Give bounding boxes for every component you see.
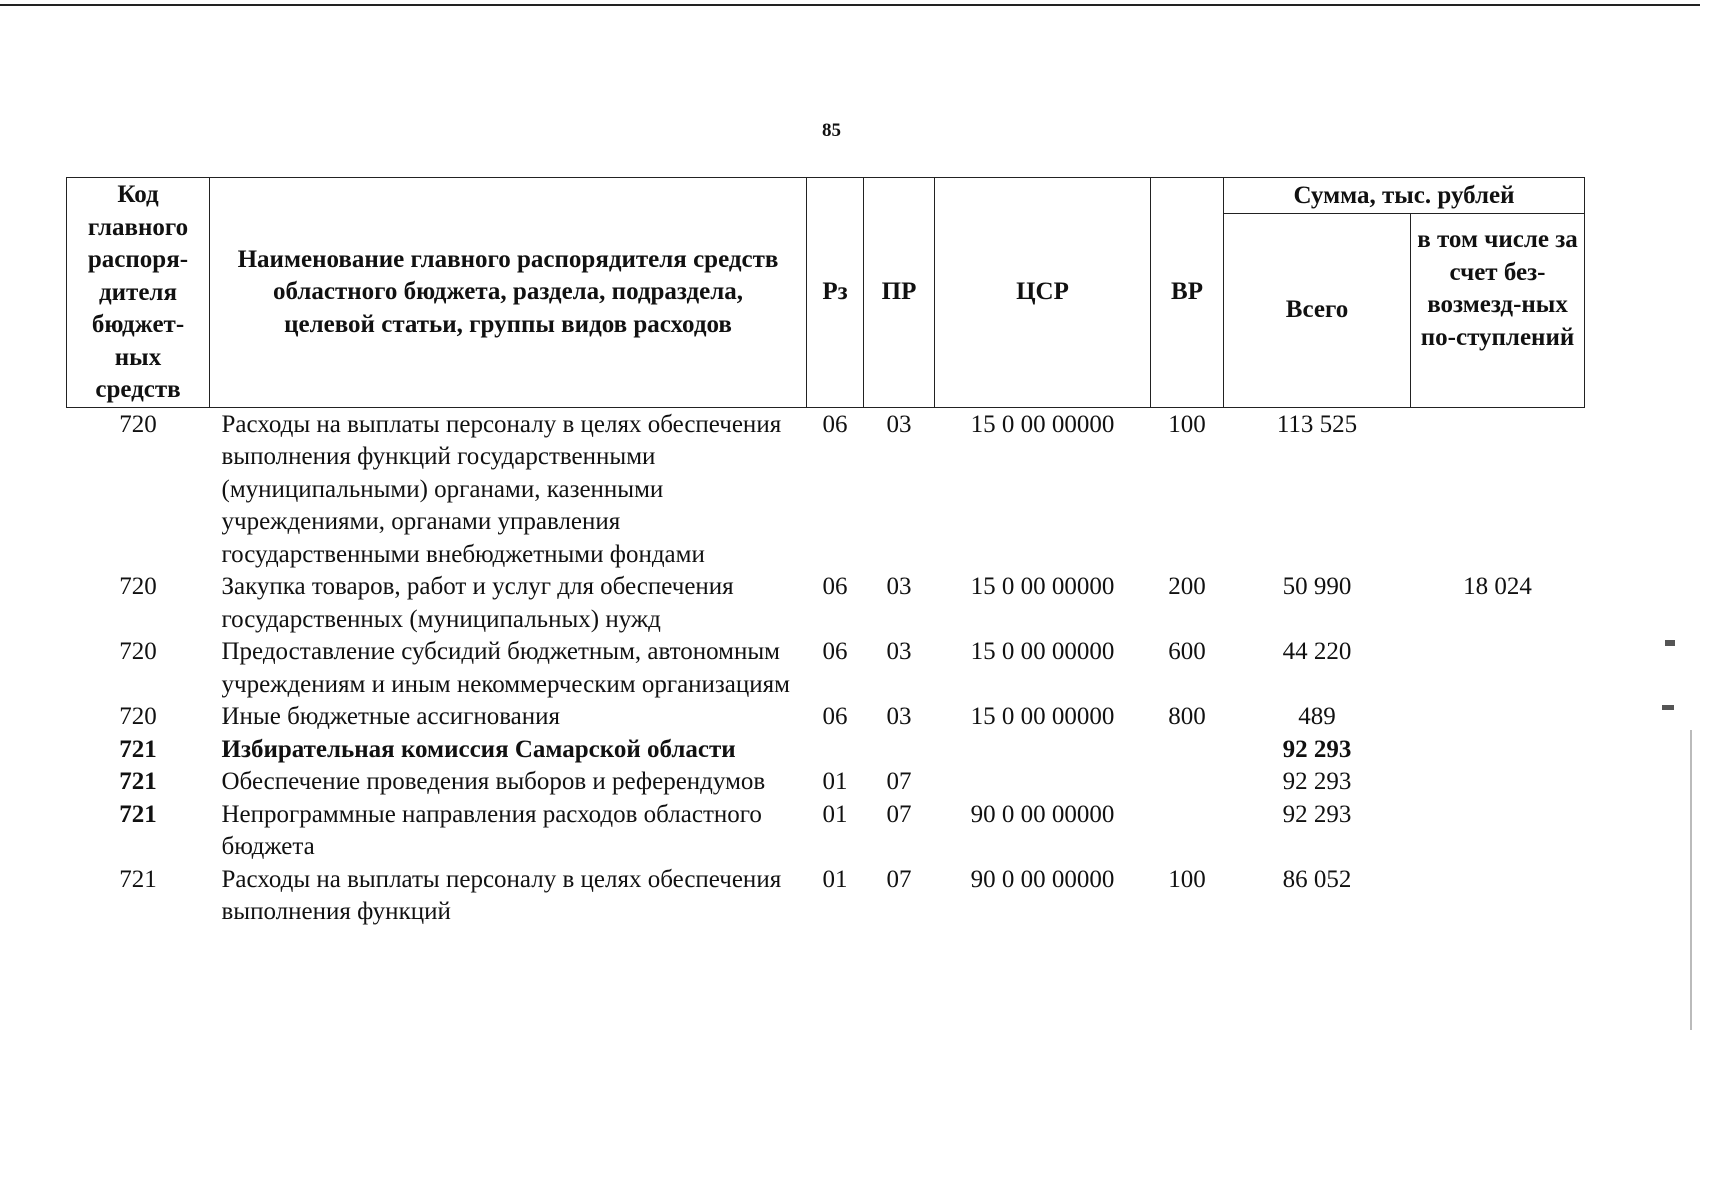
table-body: [67, 407, 1585, 929]
cell-incl: [1411, 407, 1585, 571]
cell-total: 489: [1298, 703, 1336, 730]
page-number: 85: [822, 120, 841, 141]
header-name: Наименование главного распорядителя средств областного бюджета, раздела, подраздела, целевой статьи, группы видов расходов: [210, 178, 807, 408]
cell-code: 721: [119, 735, 157, 763]
cell-code: 720: [119, 703, 157, 730]
cell-name: Расходы на выплаты персоналу в целях обеспечения выполнения функций: [221, 865, 782, 925]
header-incl: в том числе за счет без-возмезд-ных по-ступлений: [1411, 214, 1585, 408]
table-row: [67, 571, 1585, 636]
cell-csr: [935, 766, 1151, 799]
cell-code: 720: [119, 573, 157, 600]
cell-pr: 07: [886, 865, 912, 893]
cell-total: 113 525: [1276, 410, 1358, 438]
cell-rz: 06: [822, 410, 848, 438]
cell-vr: 600: [1168, 638, 1206, 665]
cell-csr: 15 0 00 00000: [970, 638, 1115, 665]
cell-pr: 07: [886, 768, 912, 795]
cell-code: 721: [119, 865, 157, 893]
cell-incl: 18 024: [1463, 573, 1532, 600]
table-row: [67, 799, 1585, 864]
cell-code: 720: [119, 410, 157, 438]
header-csr: ЦСР: [935, 178, 1151, 408]
header-total: Всего: [1224, 214, 1411, 408]
cell-pr: 03: [886, 573, 912, 600]
cell-pr: 03: [886, 638, 912, 665]
cell-incl: [1411, 799, 1585, 864]
scan-top-edge: [0, 4, 1700, 6]
table-row: [67, 766, 1585, 799]
cell-csr: 15 0 00 00000: [970, 703, 1115, 730]
cell-rz: 01: [822, 865, 848, 893]
cell-total: 92 293: [1282, 800, 1352, 828]
cell-vr: [1151, 734, 1224, 767]
table-row: [67, 636, 1585, 701]
cell-pr: 07: [886, 800, 912, 828]
cell-total: 92 293: [1282, 768, 1352, 795]
cell-vr: 800: [1168, 703, 1206, 730]
cell-code: 721: [119, 800, 157, 828]
cell-csr: 15 0 00 00000: [970, 410, 1115, 438]
cell-vr: [1151, 766, 1224, 799]
cell-csr: 90 0 00 00000: [970, 865, 1115, 893]
cell-name: Избирательная комиссия Самарской области: [221, 735, 736, 763]
scan-speck: [1690, 730, 1692, 1030]
cell-rz: [807, 734, 864, 767]
table-row-section-heading: [67, 734, 1585, 767]
cell-incl: [1411, 734, 1585, 767]
cell-csr: 15 0 00 00000: [970, 573, 1115, 600]
cell-incl: [1411, 864, 1585, 929]
header-pr: ПР: [864, 178, 935, 408]
table-row: [67, 701, 1585, 734]
cell-name: Предоставление субсидий бюджетным, автономным учреждениям и иным некоммерческим организациям: [221, 638, 790, 698]
table-header: [67, 178, 1585, 408]
header-sum: Сумма, тыс. рублей: [1224, 178, 1585, 214]
cell-csr: [935, 734, 1151, 767]
cell-name: Закупка товаров, работ и услуг для обеспечения государственных (муниципальных) нужд: [221, 573, 734, 633]
header-vr: ВР: [1151, 178, 1224, 408]
cell-pr: 03: [886, 410, 912, 438]
cell-total: 86 052: [1282, 865, 1352, 893]
cell-total: 92 293: [1282, 735, 1352, 763]
cell-vr: [1151, 799, 1224, 864]
cell-vr: 100: [1168, 410, 1206, 438]
cell-rz: 06: [822, 638, 848, 665]
cell-code: 720: [119, 638, 157, 665]
cell-code: 721: [119, 768, 157, 795]
cell-name: Непрограммные направления расходов областного бюджета: [221, 800, 762, 860]
cell-pr: [864, 734, 935, 767]
header-code: Код главного распоря-дителя бюджет-ных средств: [67, 178, 210, 408]
budget-table: [66, 177, 1585, 929]
cell-total: 50 990: [1282, 573, 1352, 600]
scan-speck: [1665, 640, 1675, 646]
cell-total: 44 220: [1282, 638, 1352, 665]
table-row: [67, 407, 1585, 571]
table-row: [67, 864, 1585, 929]
cell-pr: 03: [886, 703, 912, 730]
budget-table-container: [66, 177, 1584, 929]
cell-incl: [1411, 766, 1585, 799]
cell-name: Иные бюджетные ассигнования: [221, 703, 561, 730]
cell-rz: 01: [822, 800, 848, 828]
cell-rz: 06: [822, 703, 848, 730]
scan-speck: [1662, 705, 1674, 710]
cell-name: Обеспечение проведения выборов и референдумов: [221, 768, 766, 795]
cell-incl: [1411, 636, 1585, 701]
cell-incl: [1411, 701, 1585, 734]
header-rz: Рз: [807, 178, 864, 408]
cell-rz: 06: [822, 573, 848, 600]
cell-csr: 90 0 00 00000: [970, 800, 1115, 828]
cell-rz: 01: [822, 768, 848, 795]
cell-name: Расходы на выплаты персоналу в целях обеспечения выполнения функций государственными (муниципальными) органами, казенными учреждениями, органами управления государственными внебюджетными фондами: [221, 410, 782, 568]
cell-vr: 200: [1168, 573, 1206, 600]
cell-vr: 100: [1168, 865, 1206, 893]
